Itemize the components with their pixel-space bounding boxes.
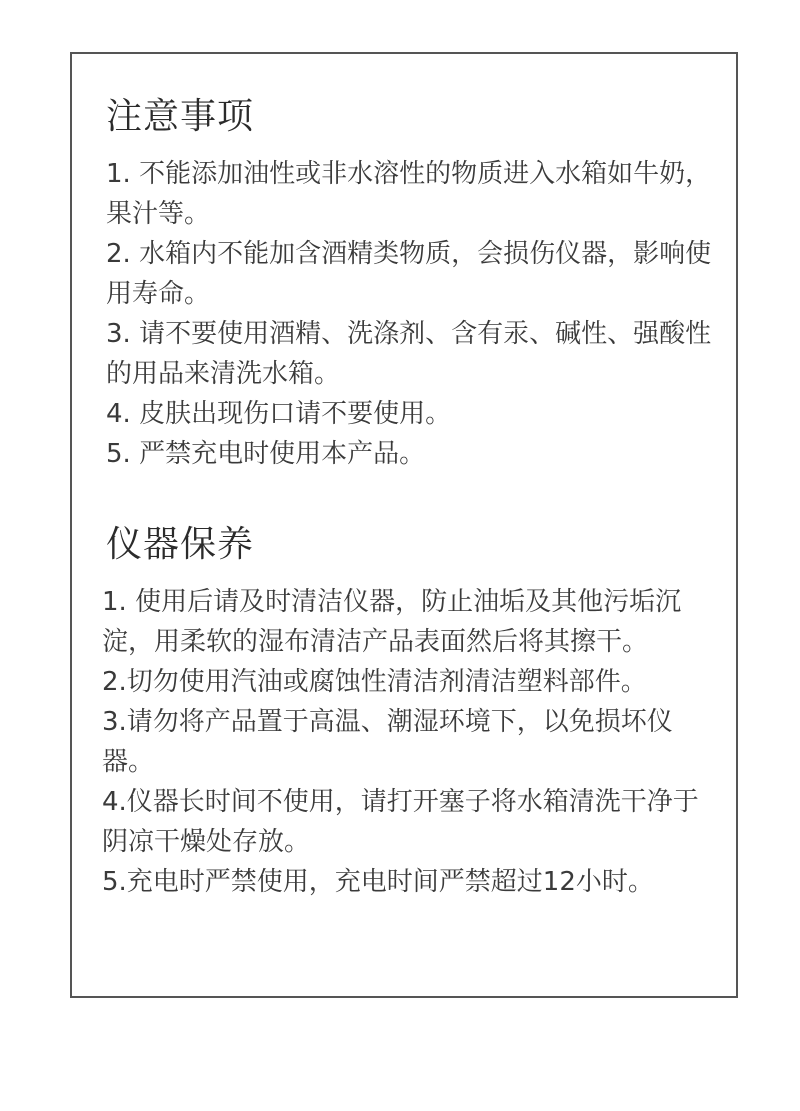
precaution-item: 5. 严禁充电时使用本产品。 (106, 439, 426, 469)
maintenance-list (102, 582, 712, 902)
maintenance-item: 2.切勿使用汽油或腐蚀性清洁剂清洁塑料部件。 (102, 667, 647, 697)
precaution-item: 4. 皮肤出现伤口请不要使用。 (106, 399, 452, 429)
maintenance-item: 5.充电时严禁使用，充电时间严禁超过12小时。 (102, 867, 654, 897)
instructions-card (70, 52, 738, 998)
precautions-list (106, 154, 716, 474)
precaution-item: 2. 水箱内不能加含酒精类物质，会损伤仪器，影响使用寿命。 (106, 239, 712, 309)
precaution-item: 3. 请不要使用酒精、洗涤剂、含有汞、碱性、强酸性的用品来清洗水箱。 (106, 319, 712, 389)
precautions-title: 注意事项 (106, 96, 255, 137)
precaution-item: 1. 不能添加油性或非水溶性的物质进入水箱如牛奶，果汁等。 (106, 159, 712, 229)
maintenance-title: 仪器保养 (106, 524, 255, 565)
maintenance-item: 1. 使用后请及时清洁仪器，防止油垢及其他污垢沉淀，用柔软的湿布清洁产品表面然后将其擦干。 (102, 587, 682, 657)
maintenance-item: 3.请勿将产品置于高温、潮湿环境下，以免损坏仪器。 (102, 707, 673, 777)
maintenance-item: 4.仪器长时间不使用，请打开塞子将水箱清洗干净于阴凉干燥处存放。 (102, 787, 699, 857)
